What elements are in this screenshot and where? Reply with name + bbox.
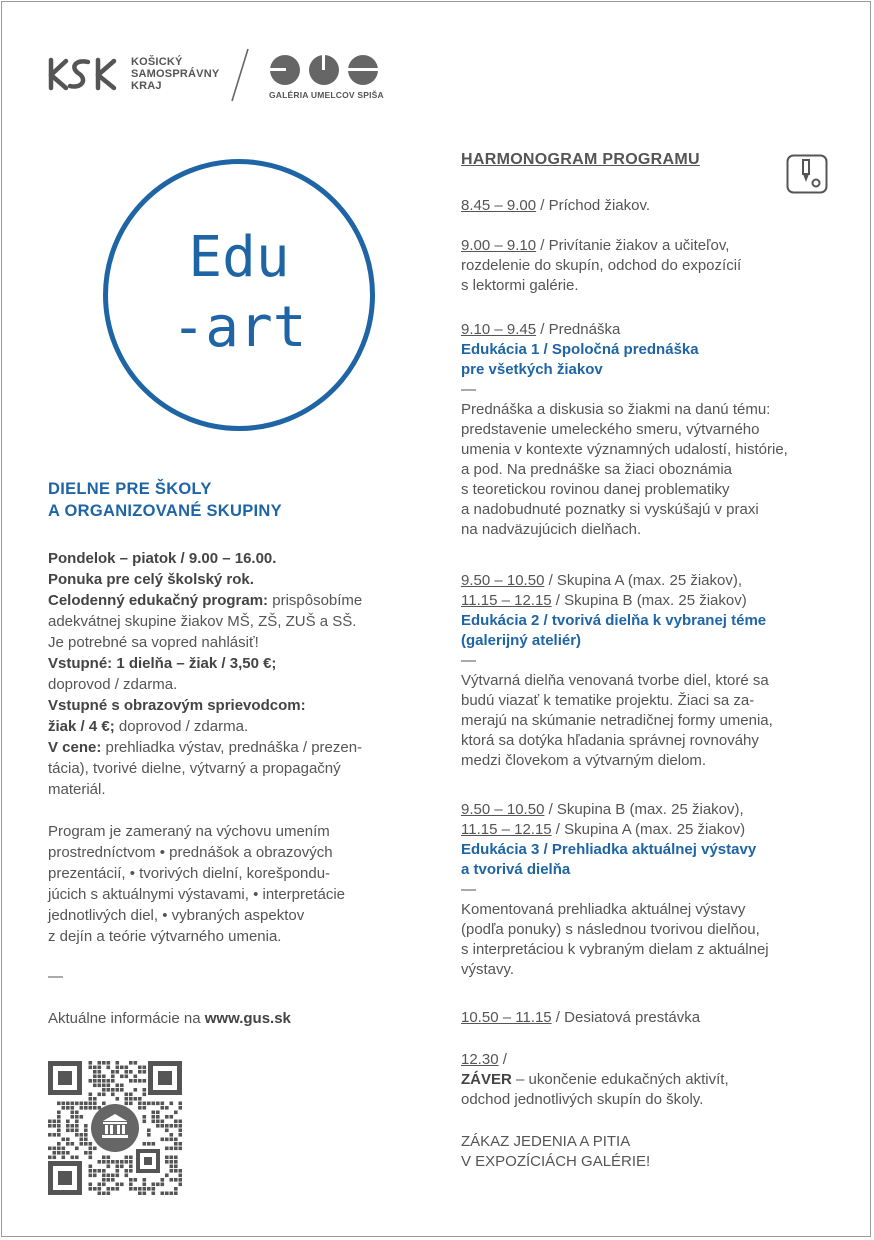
ksk-logo xyxy=(48,57,126,91)
title-line-2: -art xyxy=(171,295,307,360)
program-paragraph: Program je zameraný na výchovu umením prostredníctvom • prednášok a obrazových prezentácií, • tvorivých dielní, korešpondu- júcich s aktuálnymi výstavami, • interpretácie jednotlivých diel, • vybraných aspektov z dejín a teórie výtvarného umenia. xyxy=(48,823,346,945)
schedule-item-5: 9.50 – 10.50 / Skupina B (max. 25 žiakov), 11.15 – 12.15 / Skupina A (max. 25 žiakov) Edukácia 3 / Prehliadka aktuálnej výstavy a tvorivá dielňa — Komentovaná prehliadka aktuálnej výstavy (podľa ponuky) s následnou tvorivou dielňou, s interpretáciou k vybraným dielam z aktuálnej výstavy. xyxy=(461,801,769,978)
info-line: žiak / 4 €; doprovod / zdarma. xyxy=(48,718,249,735)
notice: ZÁKAZ JEDENIA A PITIA V EXPOZÍCIÁCH GALÉRIE! xyxy=(461,1133,651,1170)
schedule-item-2: 9.00 – 9.10 / Privítanie žiakov a učiteľov, rozdelenie do skupín, odchod do expozícií s lektormi galérie. xyxy=(461,237,742,294)
website-line: Aktuálne informácie na www.gus.sk xyxy=(48,1010,291,1027)
schedule-item-4: 9.50 – 10.50 / Skupina A (max. 25 žiakov), 11.15 – 12.15 / Skupina B (max. 25 žiakov) Edukácia 2 / tvorivá dielňa k vybranej téme (galerijný ateliér) — Výtvarná dielňa venovaná tvorbe diel, ktoré sa budú viazať k tematike projektu. Žiaci sa za- merajú na skúmanie netradičnej formy umenia, ktorá sa dotýka hľadania správnej rovnováhy medzi človekom a výtvarným dielom. xyxy=(461,572,773,769)
schedule-item-7: 12.30 / ZÁVER – ukončenie edukačných aktivít, odchod jednotlivých skupín do školy. xyxy=(461,1051,729,1108)
gus-caption: GALÉRIA UMELCOV SPIŠA xyxy=(269,90,384,100)
info-line: materiál. xyxy=(48,781,106,798)
website-link[interactable]: www.gus.sk xyxy=(204,1010,291,1027)
schedule-item-1: 8.45 – 9.00 / Príchod žiakov. xyxy=(461,197,651,214)
ksk-logo-text: KOŠICKÝ SAMOSPRÁVNY KRAJ xyxy=(131,56,220,92)
info-line: Vstupné: 1 dielňa – žiak / 3,50 €; xyxy=(48,655,277,672)
gus-logo xyxy=(268,54,380,86)
divider-slash xyxy=(214,47,254,103)
left-heading: DIELNE PRE ŠKOLY A ORGANIZOVANÉ SKUPINY xyxy=(48,480,282,520)
brush-icon xyxy=(786,154,828,194)
schedule-item-6: 10.50 – 11.15 / Desiatová prestávka xyxy=(461,1009,701,1026)
info-line: Je potrebné sa vopred nahlásiť! xyxy=(48,634,259,651)
info-line: Pondelok – piatok / 9.00 – 16.00. xyxy=(48,550,277,567)
info-line: Celodenný edukačný program: prispôsobíme xyxy=(48,592,363,609)
info-line: Vstupné s obrazovým sprievodcom: xyxy=(48,697,306,714)
info-line: tácia), tvorivé dielne, výtvarný a propagačný xyxy=(48,760,341,777)
schedule-heading: HARMONOGRAM PROGRAMU xyxy=(461,151,700,168)
qr-code[interactable] xyxy=(48,1061,182,1195)
title-line-1: Edu xyxy=(188,225,290,290)
info-line: Ponuka pre celý školský rok. xyxy=(48,571,254,588)
schedule-item-3: 9.10 – 9.45 / Prednáška Edukácia 1 / Spoločná prednáška pre všetkých žiakov — Prednáška a diskusia so žiakmi na danú tému: predstavenie umeleckého smeru, výtvarného umenia v kontexte významných udalostí, histórie, a pod. Na prednáške sa žiaci oboznámia s teoretickou rovinou danej problematiky a nadobudnuté poznatky si vyskúšajú v praxi na nadväzujúcich dielňach. xyxy=(461,321,788,538)
info-line: V cene: prehliadka výstav, prednáška / prezen- xyxy=(48,739,363,756)
info-line: doprovod / zdarma. xyxy=(48,676,178,693)
left-dash: — xyxy=(48,968,63,985)
info-line: adekvátnej skupine žiakov MŠ, ZŠ, ZUŠ a SŠ. xyxy=(48,613,357,630)
info-block xyxy=(48,548,418,800)
